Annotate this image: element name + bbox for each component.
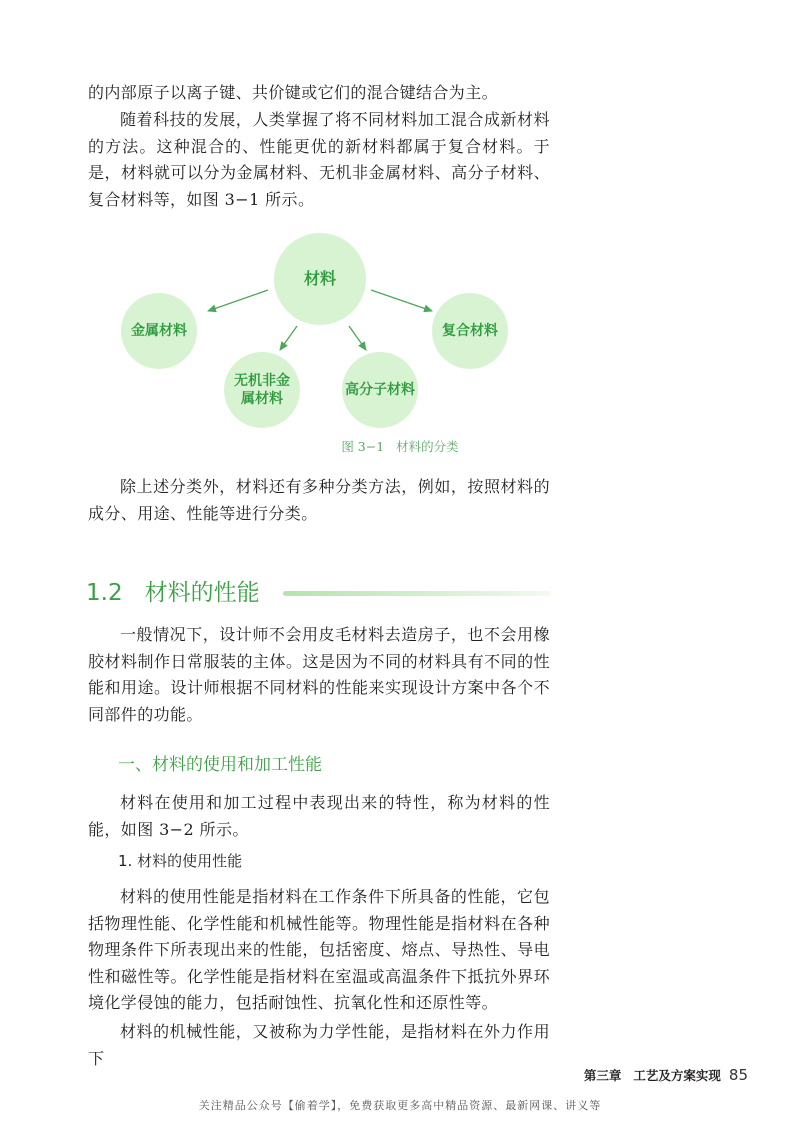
watermark-text: 关注精品公众号【偷着学】，免费获取更多高中精品资源、最新网课、讲义等 — [198, 1099, 602, 1112]
node-composite-material: 复合材料 — [432, 293, 508, 369]
node-metal-material: 金属材料 — [121, 293, 197, 369]
footer-chapter: 第三章 — [583, 1068, 622, 1083]
item-heading: 1. 材料的使用性能 — [118, 852, 243, 870]
paragraph-designer-materials: 一般情况下，设计师不会用皮毛材料去造房子，也不会用橡胶材料制作日常服装的主体。这是因为不同的材料具有不同的性能和用途。设计师根据不同材料的性能来实现设计方案中各个不同部件的功能。 — [88, 625, 550, 724]
paragraph-composite-materials: 随着科技的发展，人类掌握了将不同材料加工混合成新材料的方法。这种混合的、性能更优的新材料都属于复合材料。于是，材料就可以分为金属材料、无机非金属材料、高分子材料、复合材料等，如图 3−1 所示。 — [88, 110, 550, 209]
arrow-to-polymer — [349, 326, 366, 350]
page-footer — [584, 1066, 748, 1085]
section-heading — [86, 577, 260, 609]
material-classification-diagram — [0, 0, 800, 470]
node-inorganic-material: 无机非金 属材料 — [224, 352, 300, 428]
section-title: 材料的性能 — [144, 580, 260, 606]
paragraph-mechanical-properties: 材料的机械性能，又被称为力学性能，是指材料在外力作用下 — [88, 1022, 550, 1068]
figure-caption — [0, 437, 800, 455]
paragraph-continuation: 的内部原子以离子键、共价键或它们的混合键结合为主。 — [88, 83, 499, 102]
arrow-to-metal — [208, 290, 268, 311]
caption-text: 材料的分类 — [396, 439, 459, 454]
section-rule — [283, 591, 551, 596]
caption-number: 图 3−1 — [341, 439, 385, 454]
section-number: 1.2 — [86, 580, 123, 606]
footer-chapter-title: 工艺及方案实现 — [633, 1068, 721, 1083]
paragraph-usage-properties: 材料的使用性能是指材料在工作条件下所具备的性能，它包括物理性能、化学性能和机械性能等。物理性能是指材料在各种物理条件下所表现出来的性能，包括密度、熔点、导热性、导电性和磁性等。化学性能是指材料在室温或高温条件下抵抗外界环境化学侵蚀的能力，包括耐蚀性、抗氧化性和还原性等。 — [88, 887, 550, 1012]
subsection-heading: 一、材料的使用和加工性能 — [118, 755, 322, 775]
node-polymer-material: 高分子材料 — [342, 352, 418, 428]
paragraph-material-properties: 材料在使用和加工过程中表现出来的特性，称为材料的性能，如图 3−2 所示。 — [88, 793, 550, 839]
node-material: 材料 — [274, 233, 366, 325]
paragraph-other-classifications: 除上述分类外，材料还有多种分类方法，例如，按照材料的成分、用途、性能等进行分类。 — [88, 477, 550, 523]
arrow-to-inorganic — [280, 326, 297, 350]
diagram-arrows — [0, 0, 800, 470]
page-number: 85 — [728, 1066, 748, 1084]
arrow-to-composite — [371, 290, 432, 311]
